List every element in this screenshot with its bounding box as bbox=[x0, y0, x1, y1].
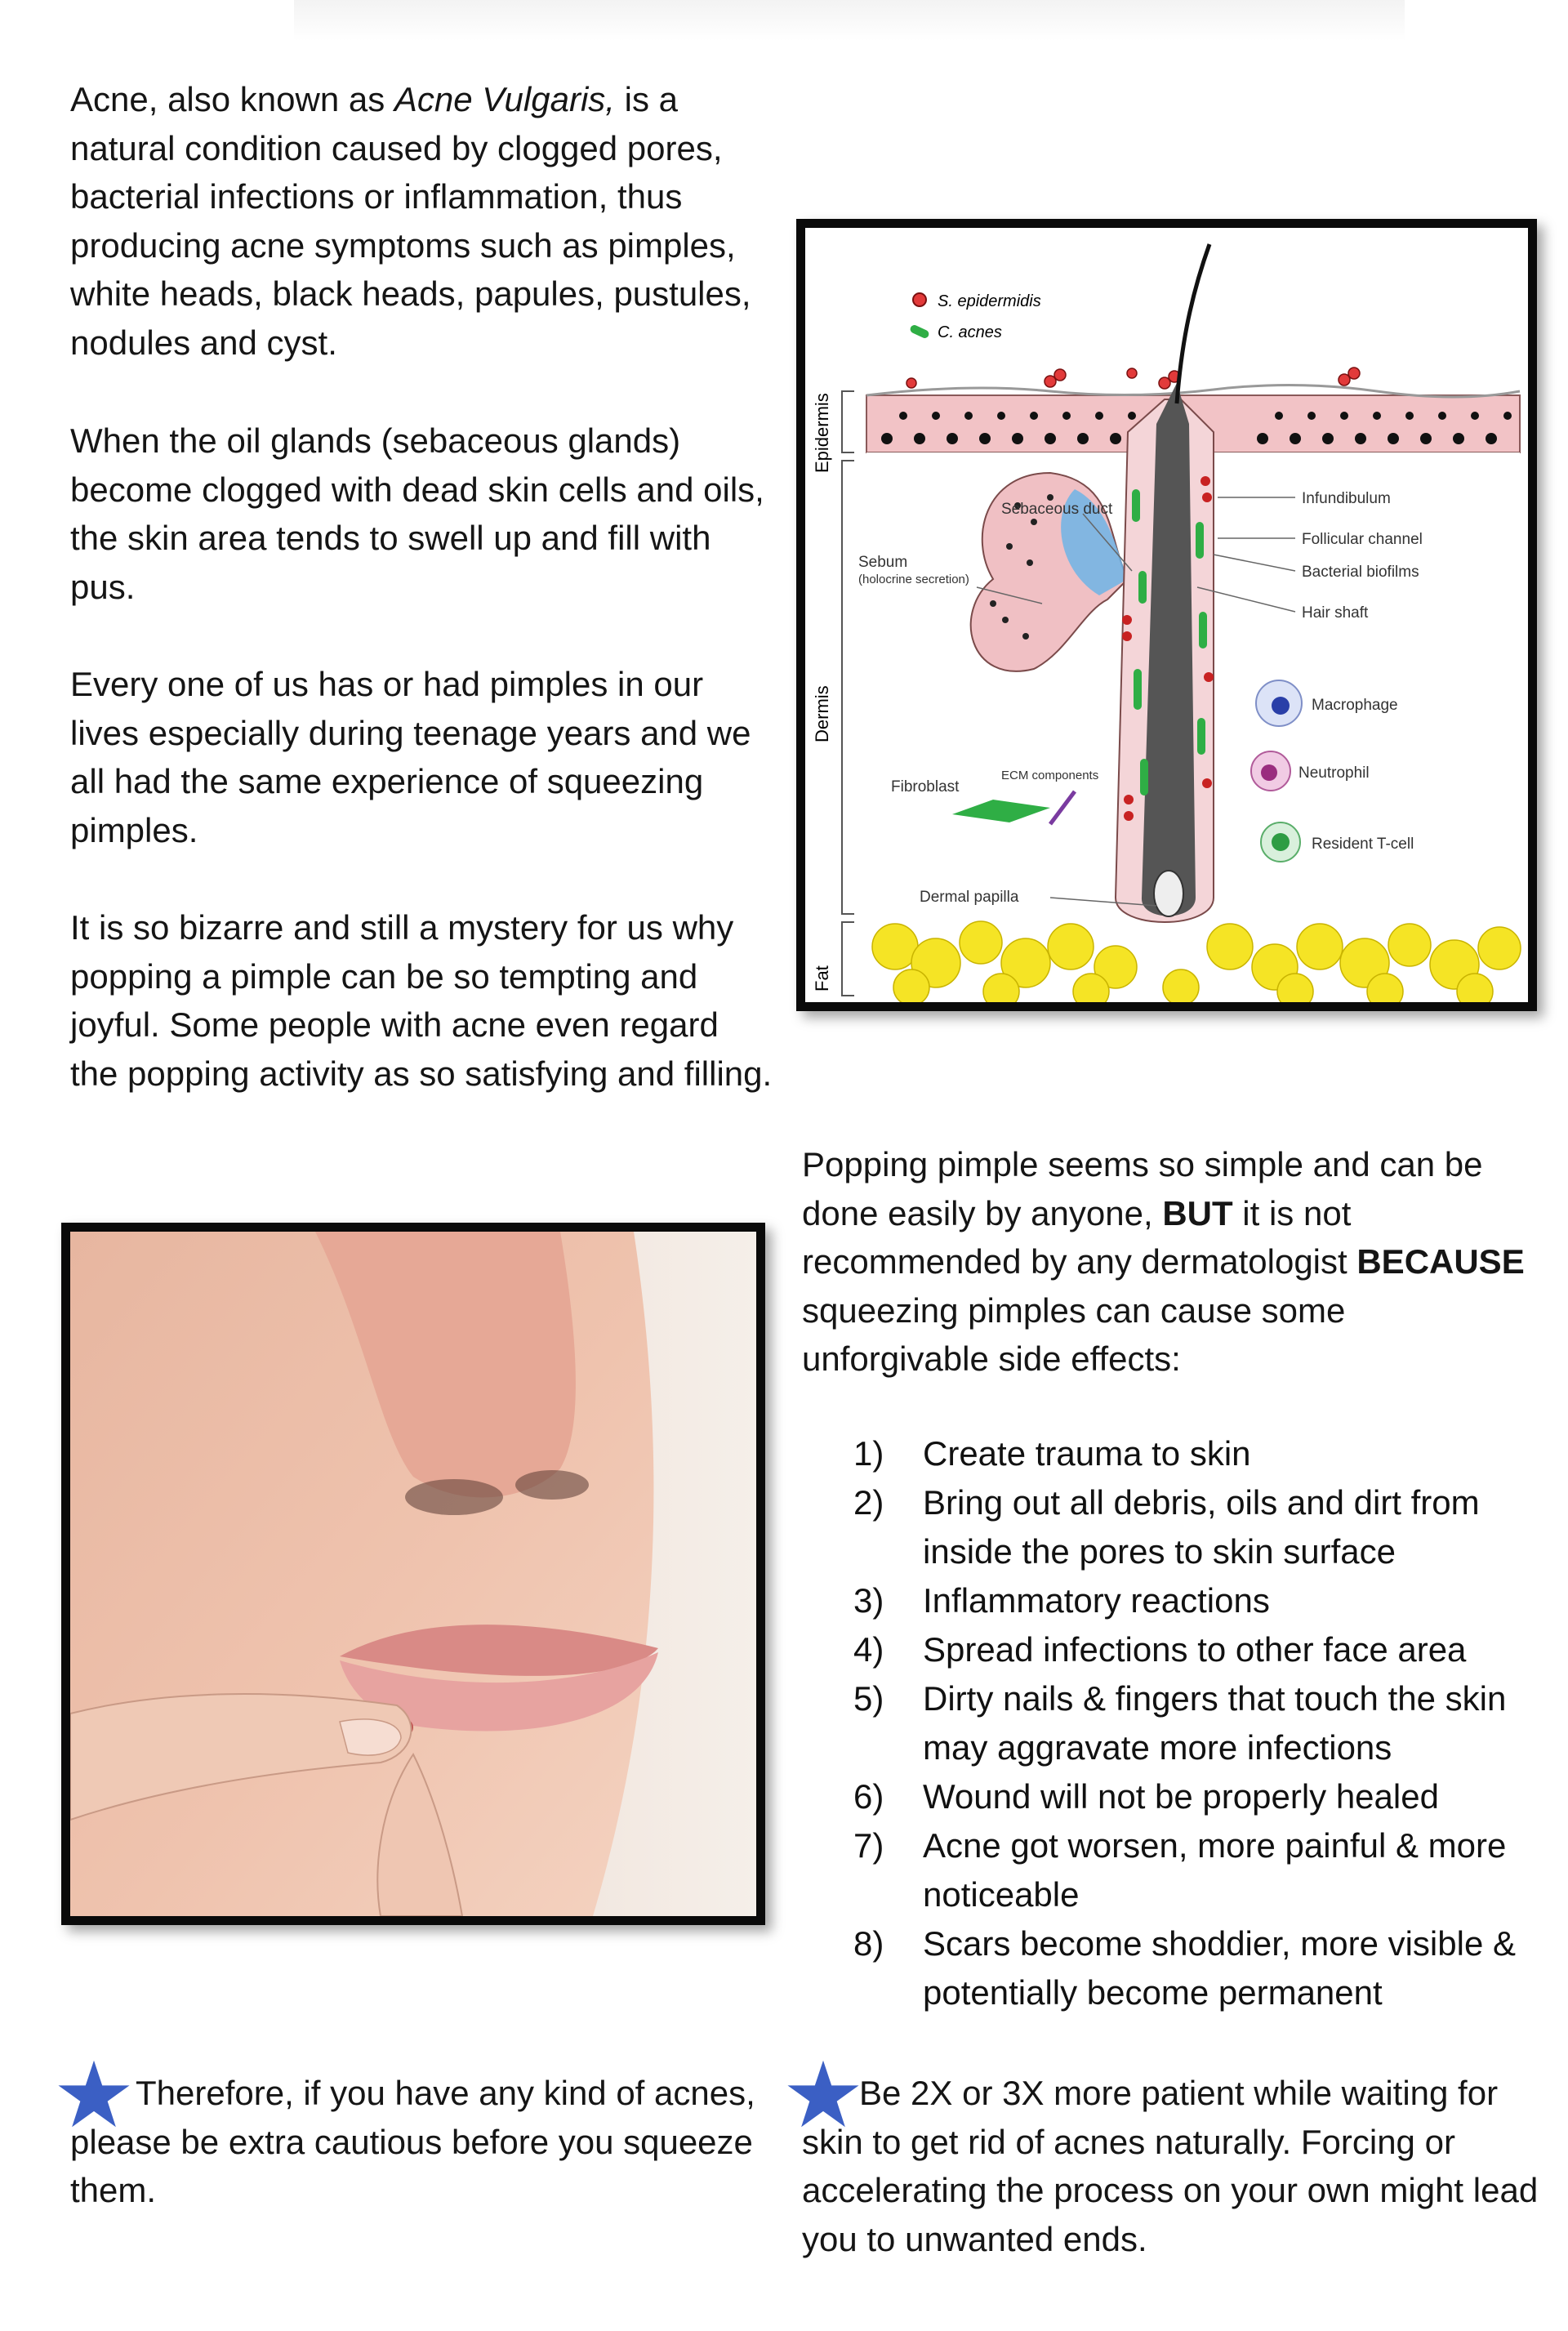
popping-text-1: Popping pimple seems so simple and can be done easily by anyone, bbox=[802, 1145, 1483, 1232]
popping-text-3: squeezing pimples can cause some unforgivable side effects: bbox=[802, 1290, 1346, 1378]
caution-tip: Therefore, if you have any kind of acnes, please be extra cautious before you squeeze them. bbox=[70, 2074, 755, 2209]
list-text: Inflammatory reactions bbox=[923, 1581, 1270, 1620]
label-sebum: Sebum bbox=[858, 554, 908, 571]
label-infundibulum: Infundibulum bbox=[1302, 490, 1391, 507]
list-item bbox=[853, 1821, 1539, 1919]
oil-glands-paragraph: When the oil glands (sebaceous glands) become clogged with dead skin cells and oils, the skin area tends to swell up and fill with pus. bbox=[70, 421, 764, 606]
list-number: 1) bbox=[853, 1434, 884, 1473]
skin-diagram-frame bbox=[796, 219, 1537, 1011]
list-text: Acne got worsen, more painful & more noticeable bbox=[923, 1826, 1507, 1914]
epidermis-bracket bbox=[842, 391, 854, 452]
list-item bbox=[853, 1429, 1539, 1478]
fat-layer bbox=[872, 921, 1521, 1002]
list-item bbox=[853, 1625, 1539, 1674]
popping-paragraph bbox=[802, 1140, 1537, 1384]
c-acnes-legend-icon bbox=[909, 323, 930, 339]
list-number: 8) bbox=[853, 1924, 884, 1963]
teenage-paragraph: Every one of us has or had pimples in our lives especially during teenage years and we all had the same experience of squeezing pimples. bbox=[70, 665, 751, 849]
list-item bbox=[853, 1674, 1539, 1772]
intro-rest: is a natural condition caused by clogged pores, bacterial infections or inflammation, thus producing acne symptoms such as pimples, white heads, black heads, papules, pustules, nodules and cyst. bbox=[70, 80, 751, 362]
label-t-cell: Resident T-cell bbox=[1312, 836, 1414, 853]
hair-shaft bbox=[1177, 244, 1209, 403]
list-text: Dirty nails & fingers that touch the skin may aggravate more infections bbox=[923, 1679, 1507, 1767]
list-item bbox=[853, 1772, 1539, 1821]
face-photo-frame bbox=[61, 1223, 765, 1925]
list-text: Bring out all debris, oils and dirt from inside the pores to skin surface bbox=[923, 1483, 1480, 1571]
dermis-bracket bbox=[842, 461, 854, 914]
nostril-left bbox=[405, 1479, 503, 1515]
label-dermal-papilla: Dermal papilla bbox=[920, 889, 1019, 906]
list-number: 7) bbox=[853, 1826, 884, 1865]
legend-c-acnes: C. acnes bbox=[938, 323, 1002, 341]
list-text: Create trauma to skin bbox=[923, 1434, 1251, 1473]
label-sebaceous-duct: Sebaceous duct bbox=[1001, 501, 1113, 518]
nostril-right bbox=[515, 1470, 589, 1500]
macrophage-nucleus bbox=[1272, 697, 1290, 715]
list-text: Wound will not be properly healed bbox=[923, 1777, 1439, 1816]
label-fibroblast: Fibroblast bbox=[891, 778, 960, 796]
list-number: 4) bbox=[853, 1630, 884, 1669]
intro-lead: Acne, also known as bbox=[70, 80, 394, 118]
label-sebum-sub: (holocrine secretion) bbox=[858, 573, 969, 586]
list-item bbox=[853, 1919, 1539, 2017]
patience-tip: Be 2X or 3X more patient while waiting for skin to get rid of acnes naturally. Forcing or accelerating the process on your own might lead you to unwanted ends. bbox=[802, 2074, 1539, 2258]
list-text: Scars become shoddier, more visible & potentially become permanent bbox=[923, 1924, 1516, 2012]
fat-bracket bbox=[842, 922, 854, 996]
list-text: Spread infections to other face area bbox=[923, 1630, 1467, 1669]
label-neutrophil: Neutrophil bbox=[1298, 764, 1370, 782]
list-item bbox=[853, 1576, 1539, 1625]
popping-emphasis-but: BUT bbox=[1162, 1193, 1233, 1232]
layer-epidermis-label: Epidermis bbox=[812, 393, 832, 473]
t-cell-nucleus bbox=[1272, 833, 1290, 851]
follicle-diagram bbox=[805, 228, 1528, 1002]
label-macrophage: Macrophage bbox=[1312, 697, 1398, 714]
label-bacterial-biofilms: Bacterial biofilms bbox=[1302, 564, 1419, 581]
intro-paragraph bbox=[70, 75, 773, 367]
mystery-paragraph: It is so bizarre and still a mystery for us why popping a pimple can be so tempting and joyful. Some people with acne even regard the popping activity as so satisfying and filling. bbox=[70, 908, 773, 1093]
face-photo bbox=[70, 1232, 756, 1916]
popping-emphasis-because: BECAUSE bbox=[1356, 1242, 1525, 1281]
list-number: 6) bbox=[853, 1777, 884, 1816]
layer-fat-label: Fat bbox=[812, 965, 832, 992]
label-follicular-channel: Follicular channel bbox=[1302, 531, 1423, 548]
layer-dermis-label: Dermis bbox=[812, 685, 832, 742]
popping-text-2: it is not recommended by any dermatologist bbox=[802, 1193, 1357, 1281]
neutrophil-nucleus bbox=[1261, 764, 1277, 781]
legend-s-epidermidis: S. epidermidis bbox=[938, 292, 1041, 310]
intro-term: Acne Vulgaris, bbox=[394, 80, 615, 118]
list-number: 3) bbox=[853, 1581, 884, 1620]
dermal-papilla-shape bbox=[1154, 871, 1183, 916]
fingernail bbox=[340, 1719, 401, 1755]
side-effects-list bbox=[853, 1429, 1539, 2017]
s-epidermidis-legend-icon bbox=[913, 293, 926, 306]
list-number: 2) bbox=[853, 1483, 884, 1522]
label-ecm: ECM components bbox=[1001, 769, 1099, 782]
list-number: 5) bbox=[853, 1679, 884, 1718]
label-hair-shaft: Hair shaft bbox=[1302, 604, 1369, 622]
list-item bbox=[853, 1478, 1539, 1576]
top-shadow bbox=[294, 0, 1405, 41]
